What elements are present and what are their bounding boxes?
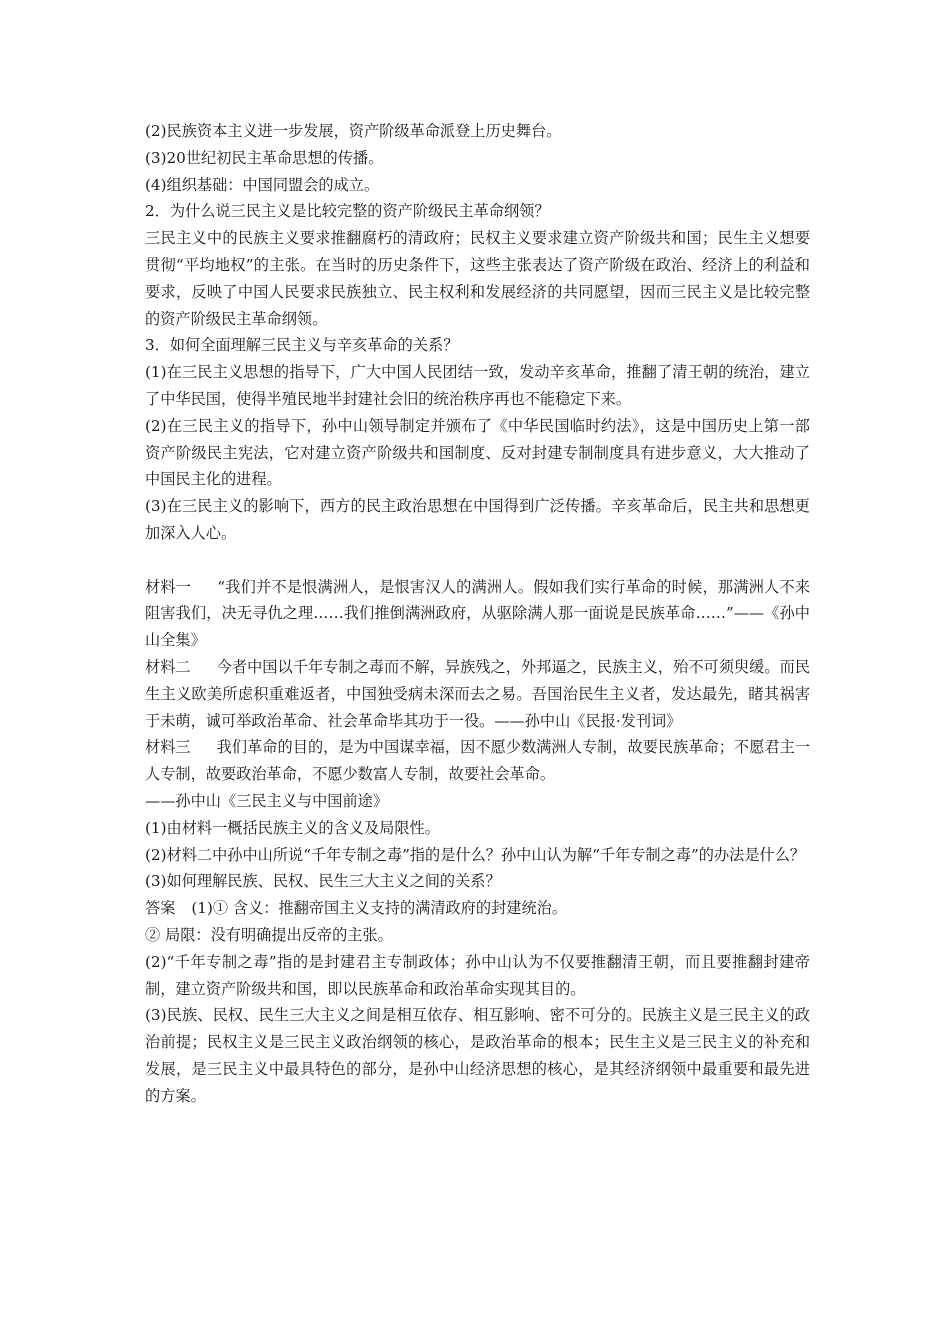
question-3-title: 3．如何全面理解三民主义与辛亥革命的关系？ [145,336,459,355]
material-3-text: 我们革命的目的，是为中国谋幸福，因不愿少数满洲人专制，故要民族革命；不愿君主一人专制，故要政治革命，不愿少数富人专制，故要社会革命。 [145,738,811,784]
document-page [145,118,810,1109]
paragraph-s1-p3: (3)20世纪初民主革命思想的传播。 [145,148,384,167]
question-3-p3: (3)在三民主义的影响下，西方的民主政治思想在中国得到广泛传播。辛亥革命后，民主共和思想更加深入人心。 [145,497,810,542]
sub-question-3: (3)如何理解民族、民权、民生三大主义之间的关系？ [145,872,501,891]
answer-1a-text: (1)① 含义：推翻帝国主义支持的满清政府的封建统治。 [191,899,568,918]
material-1-text: “我们并不是恨满洲人，是恨害汉人的满洲人。假如我们实行革命的时候，那满洲人不来阻害我们，决无寻仇之理……我们推倒满洲政府，从驱除满人那一面说是民族革命……”——《孙中山全集》 [145,577,811,650]
answer-1b: ② 局限：没有明确提出反帝的主张。 [145,925,393,944]
answer-3: (3)民族、民权、民生三大主义之间是相互依存、相互影响、密不可分的。民族主义是三民主义的政治前提；民权主义是三民主义政治纲领的核心，是政治革命的根本；民生主义是三民主义的补充和发展，是三民主义中最具特色的部分，是孙中山经济思想的核心，是其经济纲领中最重要和最先进的方案。 [145,1006,810,1105]
question-3-p2: (2)在三民主义的指导下，孙中山领导制定并颁布了《中华民国临时约法》，这是中国历史上第一部资产阶级民主宪法，它对建立资产阶级共和国制度、反对封建专制制度具有进步意义，大大推动了中国民主化的进程。 [145,416,810,489]
material-2-text: 今者中国以千年专制之毒而不解，异族残之，外邦逼之，民族主义，殆不可须臾缓。而民生主义欧美所虑积重难返者，中国独受病未深而去之易。吾国治民生主义者，发达最先，睹其祸害于未萌，诚可举政治革命、社会革命毕其功于一役。——孙中山《民报·发刊词》 [145,657,811,730]
material-3-source: ——孙中山《三民主义与中国前途》 [145,791,388,810]
material-1-label: 材料一 [145,577,192,596]
sub-question-1: (1)由材料一概括民族主义的含义及局限性。 [145,818,440,837]
answer-label: 答案 [145,899,176,918]
material-1 [145,574,810,654]
sub-question-2: (2)材料二中孙中山所说“千年专制之毒”指的是什么？孙中山认为解“千年专制之毒”的办法是什么？ [145,845,806,864]
material-3 [145,734,810,788]
answer-2: (2)“千年专制之毒”指的是封建君主专制政体；孙中山认为不仅要推翻清王朝，而且要推翻封建帝制，建立资产阶级共和国，即以民族革命和政治革命实现其目的。 [145,952,810,998]
answer-1a [145,895,810,922]
paragraph-s1-p2: (2)民族资本主义进一步发展，资产阶级革命派登上历史舞台。 [145,122,562,140]
question-2-title: 2．为什么说三民主义是比较完整的资产阶级民主革命纲领？ [145,202,550,221]
material-2 [145,654,810,734]
question-3-p1: (1)在三民主义思想的指导下，广大中国人民团结一致，发动辛亥革命，推翻了清王朝的统治，建立了中华民国，使得半殖民地半封建社会旧的统治秩序再也不能稳定下来。 [145,363,810,408]
material-2-label: 材料二 [145,657,191,676]
spacer [145,547,810,574]
question-2-body: 三民主义中的民族主义要求推翻腐朽的清政府；民权主义要求建立资产阶级共和国；民生主义想要贯彻“平均地权”的主张。在当时的历史条件下，这些主张表达了资产阶级在政治、经济上的利益和要求，反映了中国人民要求民族独立、民主权利和发展经济的共同愿望，因而三民主义是比较完整的资产阶级民主革命纲领。 [145,229,810,328]
material-3-label: 材料三 [145,738,191,757]
paragraph-s1-p4: (4)组织基础：中国同盟会的成立。 [145,175,380,194]
